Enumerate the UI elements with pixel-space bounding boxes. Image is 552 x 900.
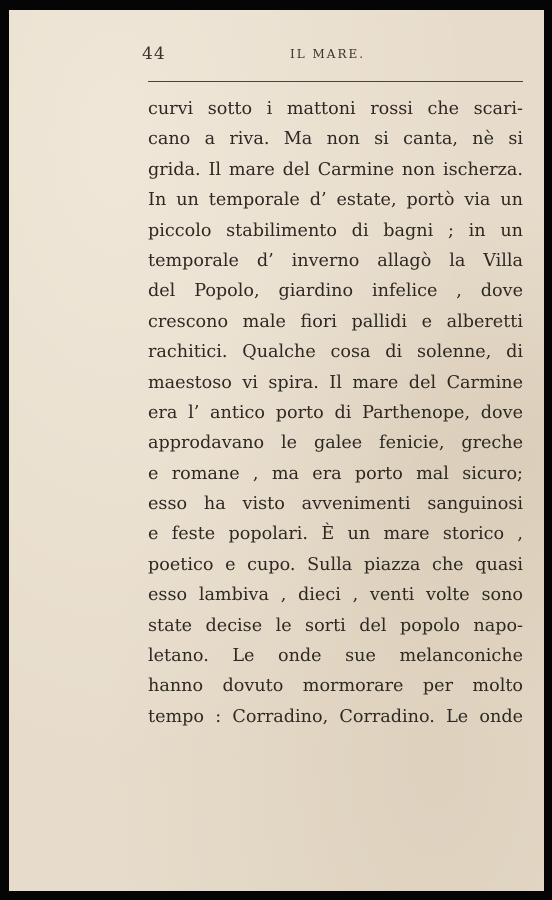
text-line: approdavano le galee fenicie, greche xyxy=(148,433,523,454)
text-line: state decise le sorti del popolo napo- xyxy=(148,615,523,636)
text-line: hanno dovuto mormorare per molto xyxy=(148,676,523,697)
text-line: esso ha visto avvenimenti sanguinosi xyxy=(148,494,523,515)
text-line: tempo : Corradino, Corradino. Le onde xyxy=(148,706,523,727)
text-line: temporale d’ inverno allagò la Villa xyxy=(148,250,523,271)
text-line: esso lambiva , dieci , venti volte sono xyxy=(148,585,523,606)
text-line: grida. Il mare del Carmine non ischerza. xyxy=(148,159,523,180)
running-head: IL MARE. xyxy=(290,47,366,61)
text-line: letano. Le onde sue melanconiche xyxy=(148,646,523,667)
page-header xyxy=(140,44,523,70)
text-line: e feste popolari. È un mare storico , xyxy=(148,524,523,545)
text-line: piccolo stabilimento di bagni ; in un xyxy=(148,220,523,241)
text-line: e romane , ma era porto mal sicuro; xyxy=(148,463,523,484)
text-line: era l’ antico porto di Parthenope, dove xyxy=(148,402,523,423)
text-line: maestoso vi spira. Il mare del Carmine xyxy=(148,372,523,393)
text-line: rachitici. Qualche cosa di solenne, di xyxy=(148,342,523,363)
book-page xyxy=(9,10,544,891)
text-line: del Popolo, giardino infelice , dove xyxy=(148,281,523,302)
text-line: cano a riva. Ma non si canta, nè si xyxy=(148,129,523,150)
text-line: In un temporale d’ estate, portò via un xyxy=(148,190,523,211)
text-line: curvi sotto i mattoni rossi che scari- xyxy=(148,99,523,119)
header-rule xyxy=(148,81,523,82)
text-line: crescono male fiori pallidi e alberetti xyxy=(148,311,523,332)
text-line: poetico e cupo. Sulla piazza che quasi xyxy=(148,554,523,575)
body-text xyxy=(148,94,523,732)
page-number: 44 xyxy=(142,44,166,64)
